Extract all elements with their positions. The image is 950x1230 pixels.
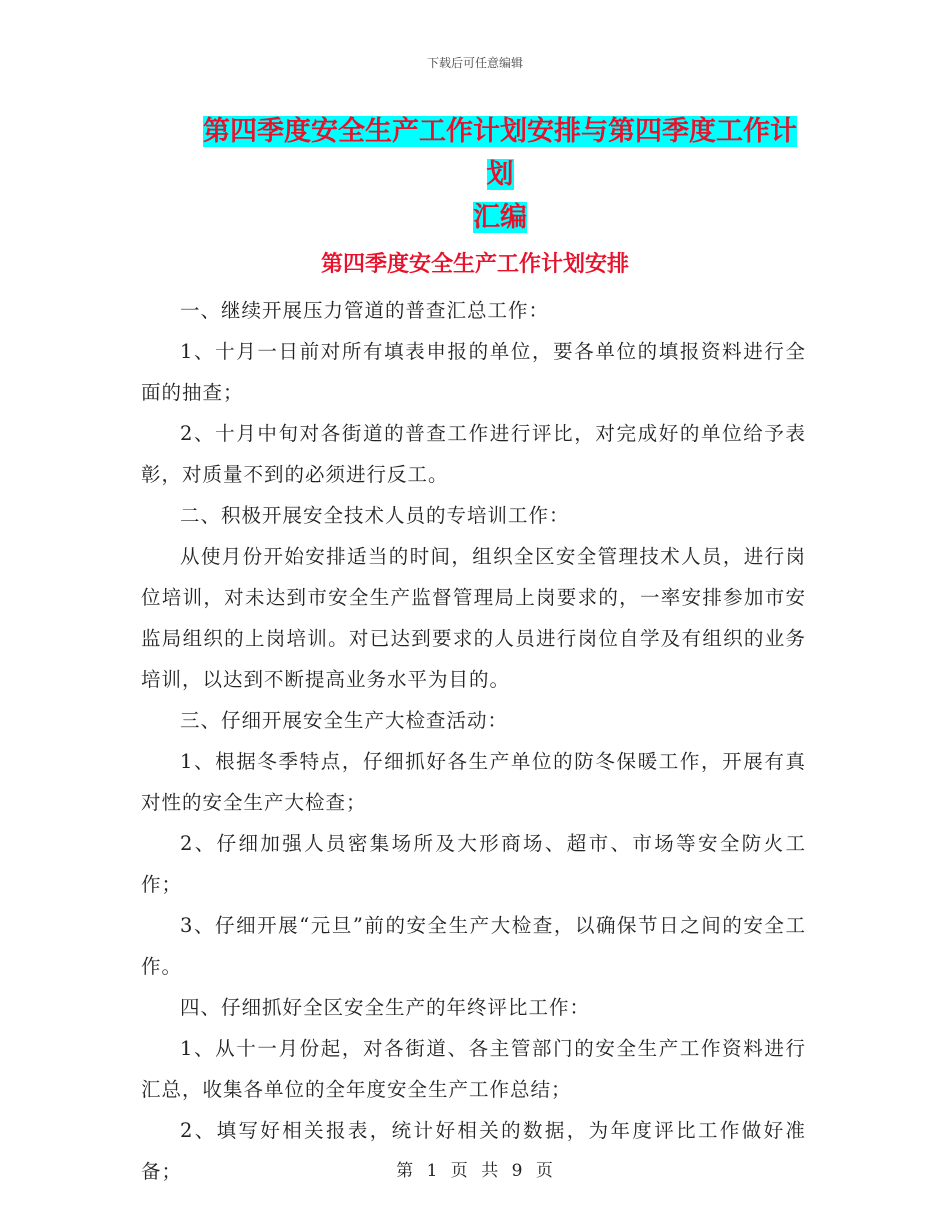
paragraph: 四、仔细抓好全区安全生产的年终评比工作： [180,996,591,1019]
paragraph: 二、积极开展安全技术人员的专培训工作： [180,504,570,527]
header-note: 下载后可任意编辑 [426,56,523,70]
paragraph: 1、从十一月份起，对各街道、各主管部门的安全生产工作资料进行汇总，收集各单位的全年度安全生产工作总结； [141,1037,806,1101]
footer-total-word: 共 [481,1161,500,1181]
paragraph: 一、继续开展压力管道的普查汇总工作： [180,299,550,322]
document-title [195,110,805,239]
paragraph: 从使月份开始安排适当的时间，组织全区安全管理技术人员，进行岗位培训，对未达到市安全生产监督管理局上岗要求的，一率安排参加市安监局组织的上岗培训。对已达到要求的人员进行岗位自学及有组织的业务培训，以达到不断提高业务水平为目的。 [141,545,806,691]
paragraph: 3、仔细开展“元旦”前的安全生产大检查，以确保节日之间的安全工作。 [141,914,806,978]
document-body [141,290,806,1192]
section-title: 第四季度安全生产工作计划安排 [320,252,629,277]
footer-total-unit: 页 [535,1161,554,1181]
footer-page-unit: 页 [450,1161,469,1181]
footer-page-word: 第 [396,1161,415,1181]
paragraph: 2、十月中旬对各街道的普查工作进行评比，对完成好的单位给予表彰，对质量不到的必须进行反工。 [141,422,806,486]
paragraph: 三、仔细开展安全生产大检查活动： [180,709,509,732]
title-line-1: 第四季度安全生产工作计划安排与第四季度工作计划 [203,116,797,190]
page-footer [0,1156,950,1181]
paragraph: 1、根据冬季特点，仔细抓好各生产单位的防冬保暖工作，开展有真对性的安全生产大检查； [141,750,806,814]
footer-total-pages: 9 [511,1161,524,1181]
title-line-2: 汇编 [473,202,527,233]
paragraph: 2、填写好相关报表，统计好相关的数据，为年度评比工作做好准备； [141,1119,806,1183]
paragraph: 1、十月一日前对所有填表申报的单位，要各单位的填报资料进行全面的抽查； [141,340,806,404]
paragraph: 2、仔细加强人员密集场所及大形商场、超市、市场等安全防火工作； [141,832,806,896]
footer-page-number: 1 [426,1161,439,1181]
